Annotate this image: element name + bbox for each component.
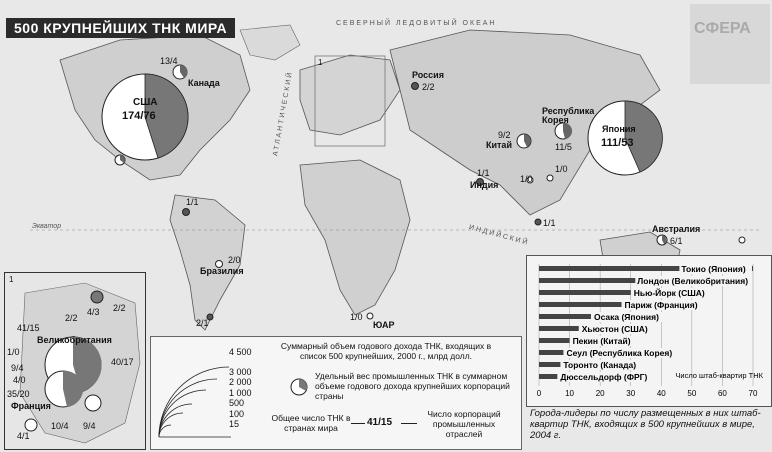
city-label: Нью-Йорк (США): [633, 288, 705, 298]
brazil-value: 2/0: [228, 255, 241, 265]
city-label: Пекин (Китай): [572, 336, 631, 346]
russia-dot: [412, 83, 419, 90]
tick-label: 0: [536, 389, 542, 398]
inset-france-label: Франция: [11, 401, 51, 411]
tick-label: 70: [748, 389, 758, 398]
japan-value: 111/53: [601, 137, 634, 149]
legend-sample: 41/15: [367, 417, 393, 428]
inset-pie-1: [85, 395, 101, 411]
legend-text-4: Число корпораций промышленных отраслей: [427, 409, 501, 439]
legend-text-3: Общее число ТНК в странах мира: [271, 413, 351, 433]
china-value: 9/2: [498, 130, 511, 140]
scale-value: 1 000: [229, 387, 252, 398]
city-label: Дюссельдорф (ФРГ): [560, 372, 648, 382]
inset-pie-3: [25, 419, 37, 431]
inset-v9: 10/4: [51, 421, 69, 431]
city-label: Токио (Япония): [681, 264, 746, 274]
sa-label: ЮАР: [373, 320, 395, 330]
value-a: 1/0: [555, 164, 568, 174]
russia-label: Россия: [412, 70, 444, 80]
inset-v8: 35/20: [7, 389, 30, 399]
inset-number: 1: [9, 275, 14, 284]
dot-1: [547, 175, 553, 181]
scale-value: 100: [229, 408, 245, 419]
australia-label: Австралия: [652, 224, 701, 234]
city-bar: [539, 326, 579, 331]
inset-v4: 40/17: [111, 357, 134, 367]
dot-3: [535, 219, 541, 225]
scale-value: 3 000: [229, 366, 252, 377]
india-value: 1/1: [477, 168, 490, 178]
city-bar: [539, 302, 622, 307]
city-bar: [539, 314, 591, 319]
inset-uk-value: 41/15: [17, 323, 40, 333]
scale-values: [229, 347, 252, 430]
scale-value: 500: [229, 398, 245, 408]
canada-value: 13/4: [160, 56, 178, 66]
tick-label: 40: [656, 389, 666, 398]
city-label: Париж (Франция): [624, 300, 698, 310]
australia-value: 6/1: [670, 236, 683, 246]
korea-value: 11/5: [555, 142, 572, 152]
inset-pie-2: [91, 291, 103, 303]
axis-label: Число штаб-квартир ТНК: [675, 371, 763, 380]
dot-4: [183, 209, 190, 216]
city-label: Сеул (Республика Корея): [566, 348, 673, 358]
arctic-ocean-label: СЕВЕРНЫЙ ЛЕДОВИТЫЙ ОКЕАН: [336, 20, 497, 27]
inset-v10: 9/4: [83, 421, 96, 431]
value-d: 2/1: [196, 318, 209, 328]
indian-ocean-label: ИНДИЙСКИЙ: [468, 224, 530, 247]
usa-value: 174/76: [122, 110, 156, 122]
inset-v5: 1/0: [7, 347, 20, 357]
inset-v6: 9/4: [11, 363, 24, 373]
usa-label: США: [133, 97, 158, 108]
value-e: 1/1: [186, 197, 199, 207]
dot-6: [739, 237, 745, 243]
legend-arrow-right: [401, 423, 417, 424]
inset-uk-label: Великобритания: [37, 335, 112, 345]
russia-value: 2/2: [422, 82, 435, 92]
canada-label: Канада: [188, 78, 220, 88]
city-label: Осака (Япония): [593, 312, 659, 322]
legend-arrow-left: [351, 423, 365, 424]
inset-v7: 4/0: [13, 375, 26, 385]
india-label: Индия: [470, 180, 499, 190]
tick-label: 10: [565, 389, 575, 398]
brazil-label: Бразилия: [200, 266, 244, 276]
europe-inset: [4, 272, 146, 450]
city-label: Торонто (Канада): [563, 360, 637, 370]
sa-value: 1/0: [350, 312, 363, 322]
tick-label: 30: [626, 389, 636, 398]
scale-circle-2: [159, 379, 217, 437]
inset-v11: 4/1: [17, 431, 30, 441]
inset-v1: 2/2: [65, 313, 78, 323]
scale-circle-1: [159, 367, 229, 437]
cities-caption: Города-лидеры по числу размещенных в них штаб-квартир ТНК, входящих в 500 крупнейших в мире, 2004 г.: [530, 408, 761, 441]
legend-text-2: Удельный вес промышленных ТНК в суммарном объеме годового дохода крупнейших корпораций страны: [315, 371, 510, 401]
city-label: Лондон (Великобритания): [637, 276, 749, 286]
tick-label: 50: [687, 389, 697, 398]
city-bar: [539, 338, 570, 343]
inset-v2: 2/2: [113, 303, 126, 313]
scale-value: 2 000: [229, 377, 252, 387]
sa-dot: [367, 313, 373, 319]
legend-pie-icon: [289, 377, 309, 397]
korea-label: Республика Корея: [542, 106, 595, 125]
legend-text-1: Суммарный объем годового дохода ТНК, входящих в список 500 крупнейших, 2000 г., млрд долл.: [280, 341, 492, 361]
scale-circle-4: [159, 404, 192, 437]
frame-number: 1: [318, 58, 323, 67]
scale-circle-3: [159, 390, 206, 437]
equator-label: Экватор: [32, 223, 62, 230]
city-bar: [539, 290, 631, 295]
atlantic-ocean-label: АТЛАНТИЧЕСКИЙ: [272, 70, 295, 157]
map-title: 500 КРУПНЕЙШИХ ТНК МИРА: [6, 18, 235, 38]
corner-text: СФЕРА: [694, 20, 751, 37]
city-label: Хьюстон (США): [581, 324, 648, 334]
cities-chart: [526, 255, 772, 407]
scale-value: 15: [229, 419, 240, 429]
japan-label: Япония: [602, 124, 636, 134]
city-bar: [539, 374, 557, 379]
tick-label: 20: [595, 389, 605, 398]
tick-label: 60: [717, 389, 727, 398]
cities-chart-svg: [527, 256, 771, 406]
scale-value: 4 500: [229, 347, 252, 357]
legend: [150, 336, 522, 450]
china-label: Китай: [486, 140, 512, 150]
value-b: 1/0: [520, 174, 533, 184]
value-c: 1/1: [543, 218, 556, 228]
city-bar: [539, 350, 563, 355]
city-bar: [539, 362, 560, 367]
inset-v3: 4/3: [87, 307, 100, 317]
